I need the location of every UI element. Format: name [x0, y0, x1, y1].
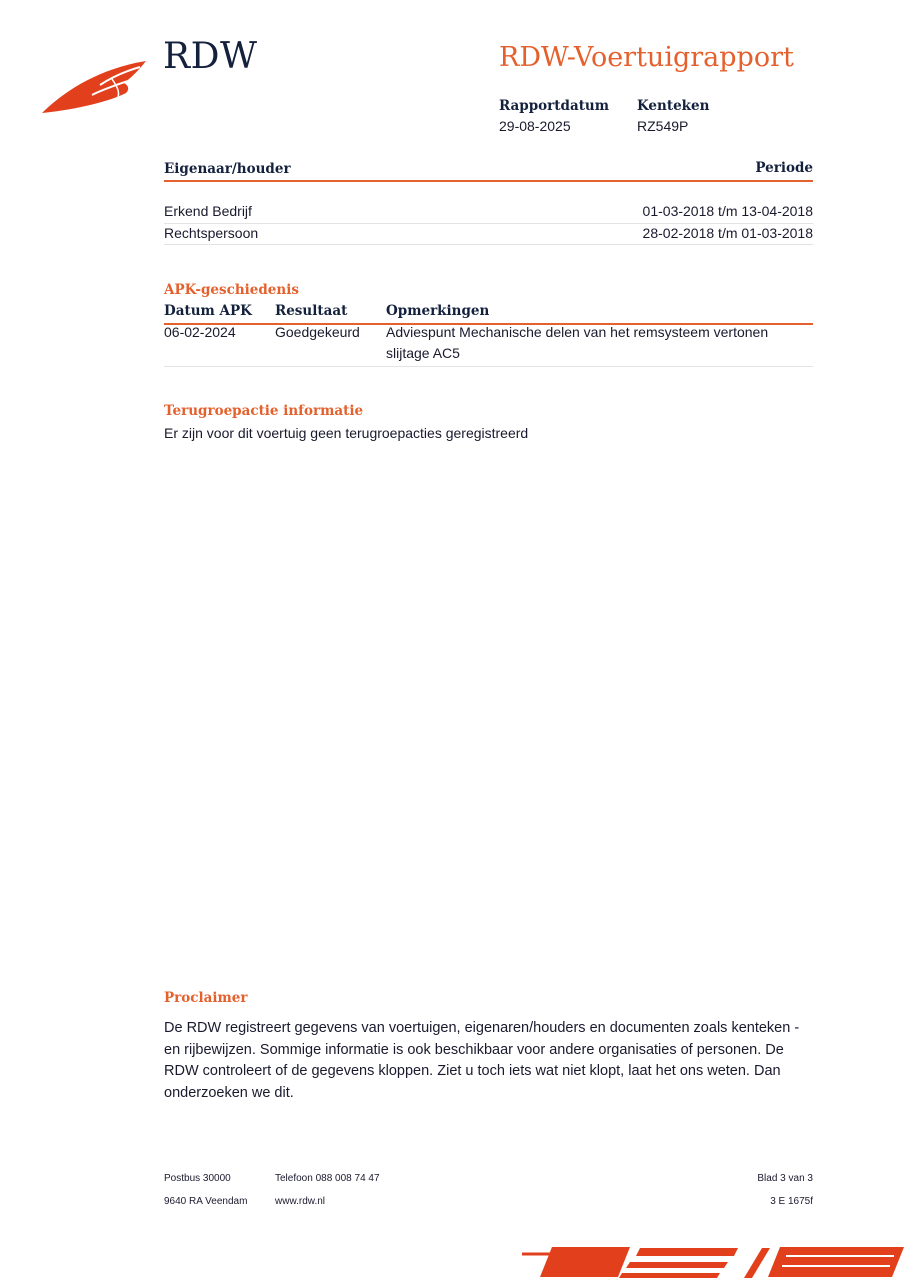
- recall-text: Er zijn voor dit voertuig geen terugroepacties geregistreerd: [164, 425, 529, 441]
- apk-date-header: Datum APK: [164, 303, 252, 319]
- footer-address-line1: Postbus 30000: [164, 1173, 231, 1184]
- report-date-label: Rapportdatum: [499, 98, 610, 114]
- plate-label: Kenteken: [637, 98, 710, 114]
- row-divider: [164, 244, 813, 245]
- table-row: [164, 322, 813, 366]
- decorative-stripes-icon: [518, 1244, 904, 1280]
- report-title: RDW-Voertuigrapport: [499, 42, 794, 73]
- owner-type: Erkend Bedrijf: [164, 203, 252, 219]
- owner-period: 28-02-2018 t/m 01-03-2018: [642, 225, 813, 241]
- footer-website[interactable]: www.rdw.nl: [275, 1196, 326, 1207]
- footer-address-line2: 9640 RA Veendam: [164, 1196, 248, 1207]
- brand-name: RDW: [163, 36, 258, 77]
- owner-period: 01-03-2018 t/m 13-04-2018: [642, 203, 813, 219]
- apk-remarks-header: Opmerkingen: [386, 303, 490, 319]
- rdw-wing-logo-icon: [40, 55, 150, 117]
- period-column-header: Periode: [755, 160, 813, 176]
- row-divider: [164, 366, 813, 367]
- footer-page-number: Blad 3 van 3: [757, 1173, 813, 1184]
- disclaimer-title: Proclaimer: [164, 990, 248, 1006]
- footer-code: 3 E 1675f: [770, 1196, 813, 1207]
- recall-section-title: Terugroepactie informatie: [164, 403, 364, 419]
- footer-phone: Telefoon 088 008 74 47: [275, 1173, 380, 1184]
- apk-result: Goedgekeurd: [275, 324, 360, 340]
- apk-remarks: Adviespunt Mechanische delen van het remsysteem vertonen slijtage AC5: [386, 324, 769, 361]
- plate-value: RZ549P: [637, 118, 689, 134]
- apk-result-header: Resultaat: [275, 303, 348, 319]
- owner-column-header: Eigenaar/houder: [164, 161, 291, 177]
- apk-section-title: APK-geschiedenis: [164, 282, 299, 298]
- table-row: [164, 223, 813, 245]
- owner-type: Rechtspersoon: [164, 225, 259, 241]
- disclaimer-text: De RDW registreert gegevens van voertuigen, eigenaren/houders en documenten zoals kenteken - en rijbewijzen. Sommige informatie is ook beschikbaar voor andere organisaties of personen. De RDW controleert of de gegevens kloppen. Ziet u toch iets wat niet klopt, laat het ons weten. Dan onderzoeken we dit.: [164, 1020, 800, 1101]
- apk-date: 06-02-2024: [164, 324, 236, 340]
- owner-header-rule: [164, 180, 813, 182]
- owner-table-header: [164, 160, 813, 182]
- table-row: [164, 201, 813, 223]
- report-date-value: 29-08-2025: [499, 118, 571, 134]
